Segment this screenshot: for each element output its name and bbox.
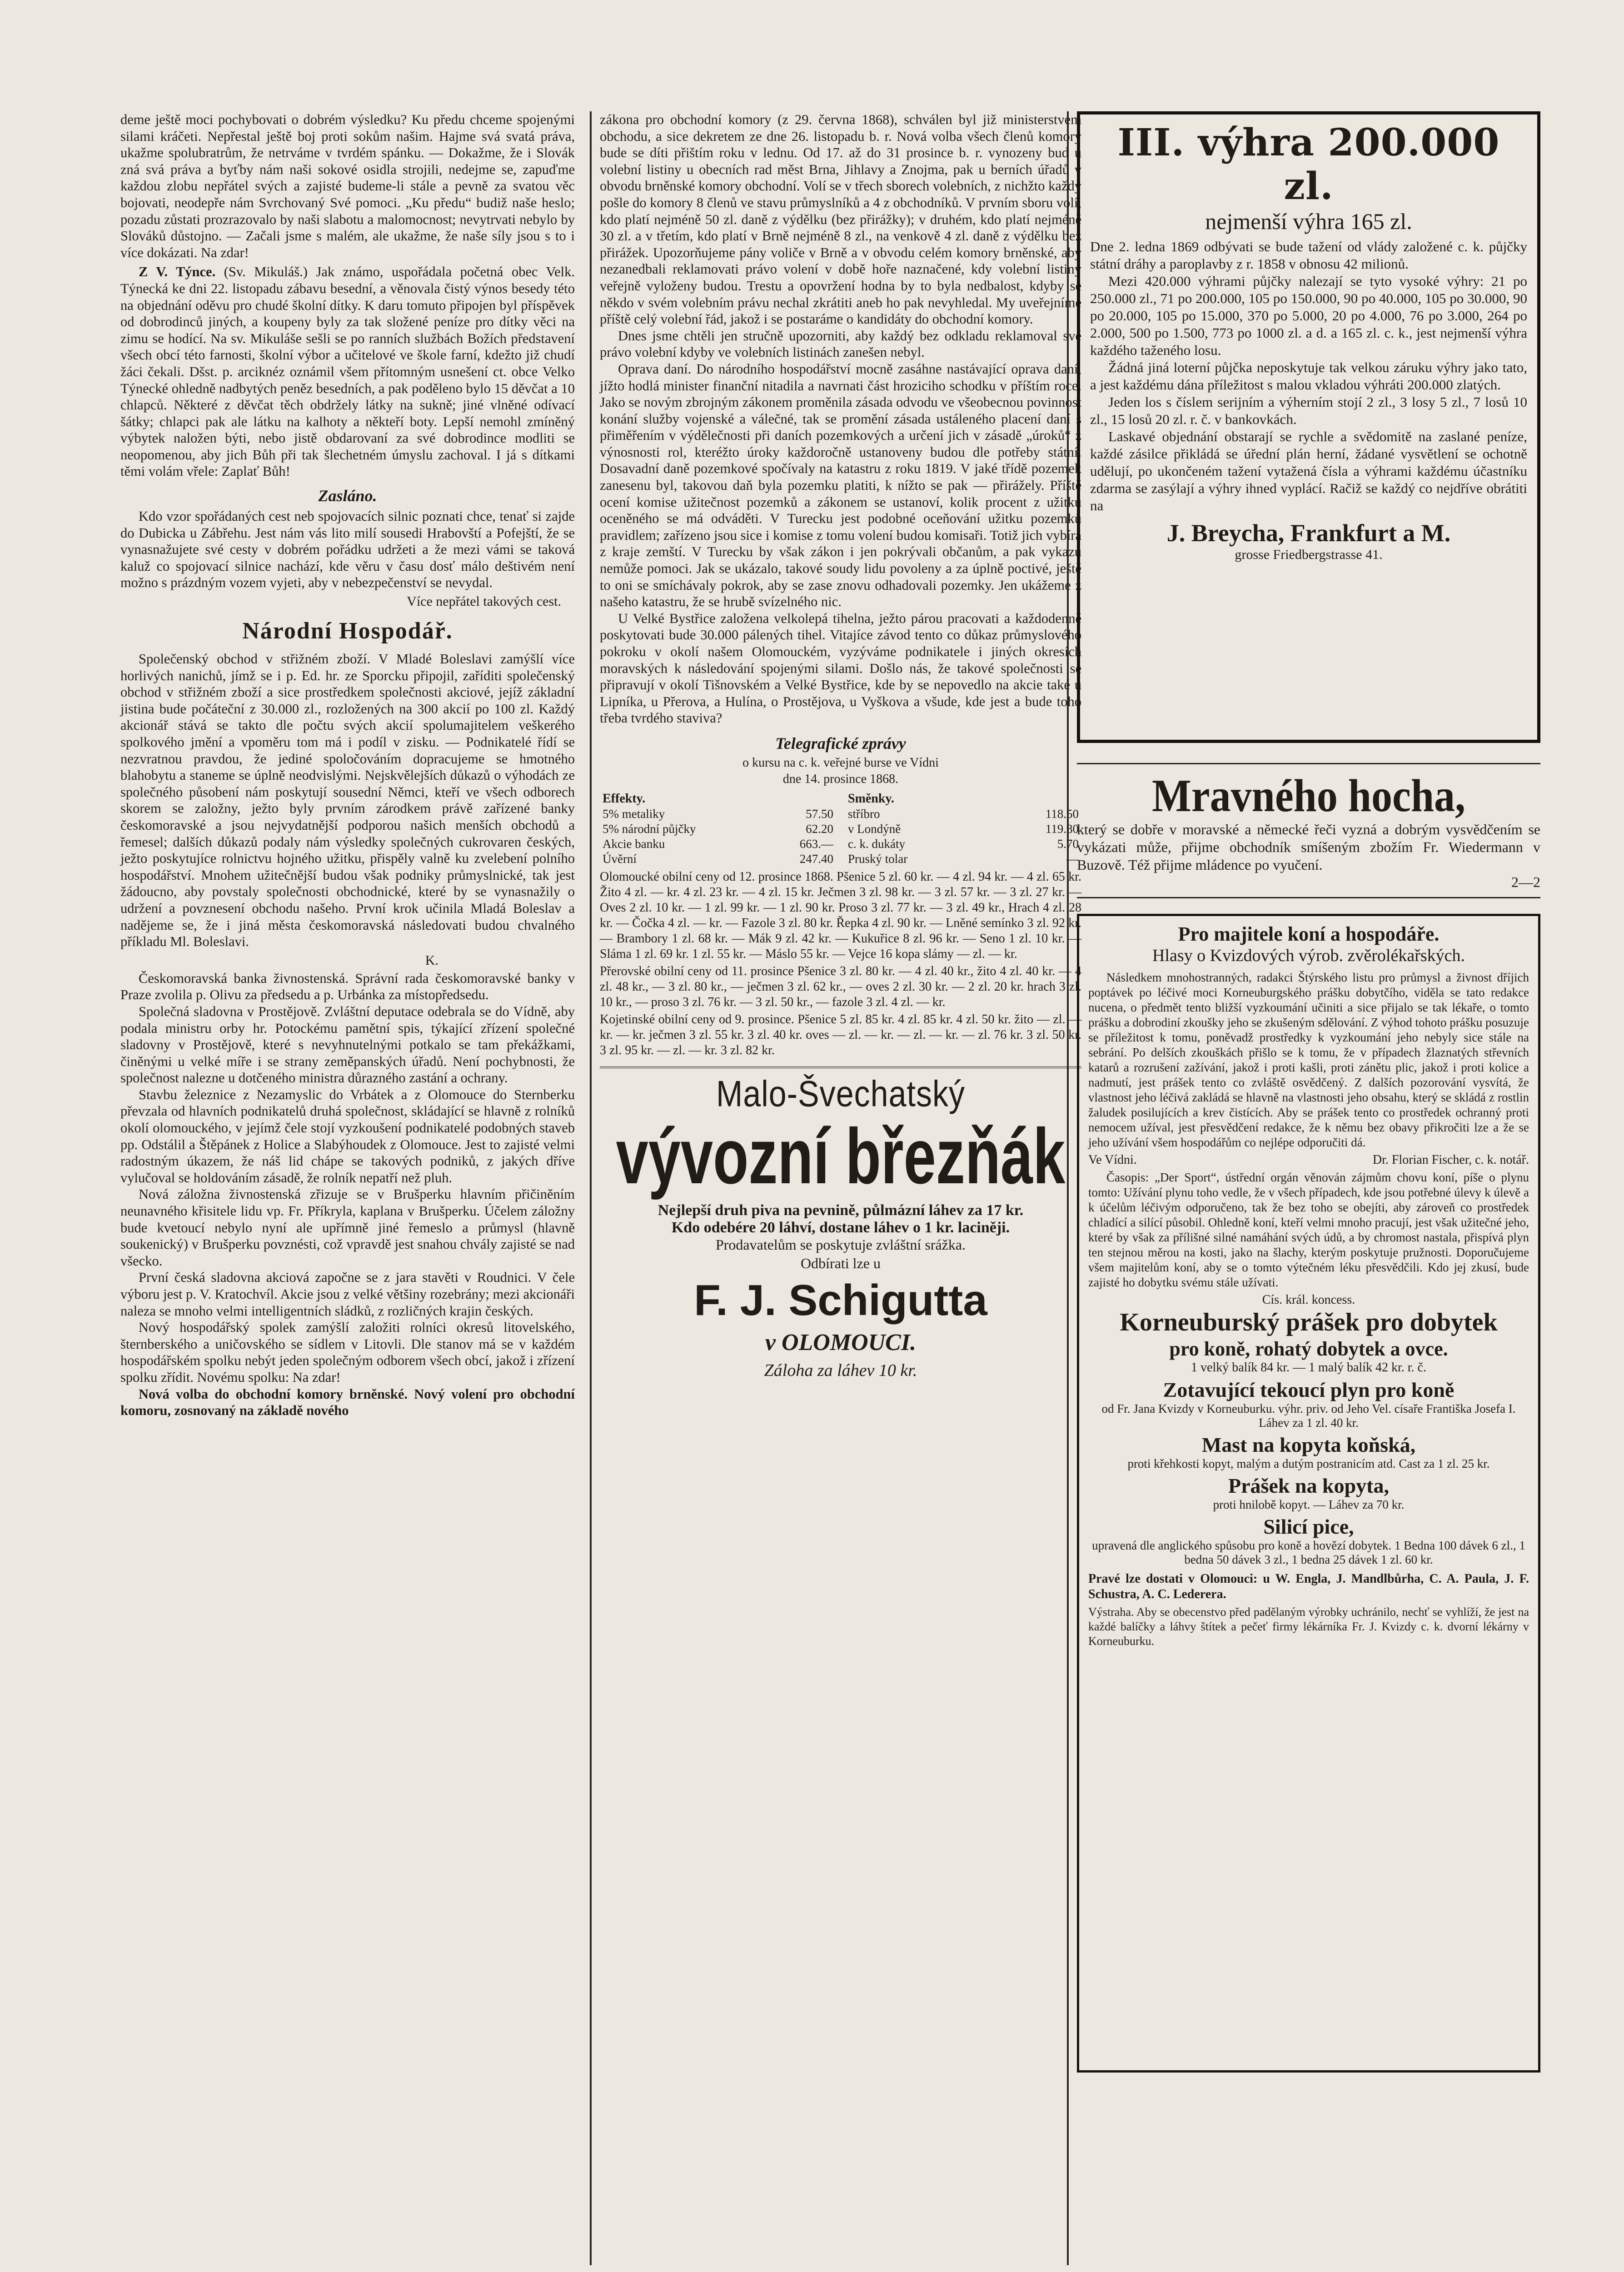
column-right <box>1077 111 1540 2073</box>
komora-text-2: Dnes jsme chtěli jen stručně upozorniti, aby každý bez odkladu reklamoval své právo volební kdyby ve volebních listinách zanešen nebyl. <box>600 328 1081 360</box>
korneuburg-feed-title: Silicí pice, <box>1263 1515 1354 1538</box>
korneuburg-salve-title: Mast na kopyta koňská, <box>1201 1433 1416 1456</box>
narodni-article-5: Nová záložna živnostenská zřizuje se v Brušperku hlavním přičiněním neunavného křisitele lidu vp. Fr. Příkryla, kaplana v Brušperku. Účelem záložny bude kvetoucí nebylo nyní ale upřímně jiné řemeslo a průmysl (hlavně soukenický) v Brušperku povznésti, což vpravdě jest snahou chvály zajisté se nad všecko. <box>120 1186 575 1269</box>
kone-signature-left: Ve Vídni. <box>1088 1153 1137 1167</box>
narodni-article-1: Společenský obchod v střižném zboží. V Mladé Boleslavi zamýšlí více horlivých nanichů, jímž se i p. Ed. hr. ze Sporcku připojil, zaříditi společenský obchod v střižném zboží a sice prostředkem společnosti akciové, jejíž základní jistina bude počáteční z 30.000 zl., rozložených na 300 akcií po 100 zl. Každý akcionář stává se takto dle počtu svých akcií spolumajitelem veškerého spolkového jmění a vpoměru tom má i podíl v zisku. — Podnikatelé řídí se nezvratnou pravdou, že jediné spoločováním dopracujeme se hmotného blahobytu a staneme se úplně neodvislými. Nejskvělejších důkazů o výhodách ze společného působení nám poskytují sousední Němci, kteří ve všech odborech skorem se založny, ježto byly prvním zárodkem právě zařízené banky českomoravské a jsou nejvydatnější podporou našich menších obchodů a řemesel; dalších důkazů podaly nám výsledky společných cukrovaren českých, ježto poskytujíce rolnictvu hojného užitku, přispěly valně ku zvelebení polního hospodářství. Mnohem užitečnější budou však podniky průmyslnické, tak jest žádoucno, aby povstaly společnosti obchodnické, které by se vynasnažily o udržení a povznesení obchodu našeho. První krok učinila Mladá Boleslav a nadějeme se, že i jiná města českomoravská následovati budou chvalného příkladu Ml. Boleslavi. <box>120 651 575 950</box>
beer-advertisement <box>600 1066 1081 1380</box>
korneuburg-dealers: Pravé lze dostati v Olomouci: u W. Engla, J. Mandlbůrha, C. A. Paula, J. F. Schustra, A. C. Lederera. <box>1088 1572 1529 1601</box>
oprava-dani-article: Oprava daní. Do národního hospodářství mocně zasáhne nastávající oprava daní, jížto hodlá minister finanční nitadila a navrnati část hroziciho schodku v příštím roce. Jako se novým zbrojným zákonem proměnila zásada odvodu ve všeobecnou povinnost konání služby vojenské a válečné, tak se promění zásada ustáleného placení daní s přiměřením v výdělečnosti při daních pozemkových a určení jich v zásadě „úroků“ z výnosnosti rol, kteréžto úroky každoročně ustanoveny budou dle potřeby státní. Dosavadní daně pozemkové spočívaly na katastru z roku 1819. V jaké třídě pozemek zanesenu byl, takovou daň byla pozemku platiti, k nížto se pak — přirážely. Příště ocení komise užitečnost pozemků a zákonem se ustanoví, kolik procent z užitku oceněného se má odváděti. V Turecku jest podobné oceňování užitku pozemků pravidlem; zařízeno jsou sice i komise z tomu volení budou komisaři. Totiž jich vybírá z kraje zemští. V Turecku by však zákon i jen pokrývali občanům, a pak vykazu nemůže pomoci. Jak se ukázalo, takové soudy lidu povoleny a za úplně poctivé, ještě to oni se smíchávaly pokrok, aby se zase znovu odhadovali pozemky. Jen ukážeme z našeho katastru, že se hrubě svízelného nic. <box>600 361 1081 610</box>
column-rule <box>590 111 592 2265</box>
telegram-heading: Telegrafické zprávy <box>775 734 906 752</box>
beer-ad-title: vývozní březňák <box>616 1112 1066 1201</box>
narodni-article-1-signature: K. <box>425 952 438 968</box>
olomouc-prices: Olomoucké obilní ceny od 12. prosince 1868. Pšenice 5 zl. 60 kr. — 4 zl. 94 kr. — 4 zl. 65 kr. Žito 4 zl. — kr. 4 zl. 23 kr. — 4 zl. 15 kr. Ječmen 3 zl. 98 kr. — 3 zl. 57 kr. — 3 zl. 27 kr. — Oves 2 zl. 10 kr. — 1 zl. 99 kr. — 1 zl. 90 kr. Proso 3 zl. 77 kr. — 3 zl. 49 kr., Hrach 4 zl. 28 kr. — Čočka 4 zl. — kr. — Fazole 3 zl. 80 kr. Řepka 4 zl. 90 kr. — Lněné semínko 3 zl. 92 kr. — Brambory 1 zl. 68 kr. — Mák 9 zl. 42 kr. — Kukuřice 8 zl. 96 kr. — Seno 1 zl. 10 kr. — Sláma 1 zl. 69 kr. 1 zl. 55 kr. — Máslo 55 kr. — Vejce 16 kopa slámy — zl. — kr. <box>600 869 1081 961</box>
korneuburg-warning: Výstraha. Aby se obecenstvo před padělaným výrobky uchránilo, nechť se vyhlíží, že jest na každé balíčky a láhvy štítek a pečeť firmy lékárníka Fr. J. Kvizdy c. k. dvorní lékárny v Korneuburku. <box>1088 1605 1529 1648</box>
korneuburg-feed-text: upravená dle anglického spůsobu pro koně a hovězí dobytek. 1 Bedna 100 dávek 6 zl., 1 bedna 50 dávek 3 zl., 1 bedna 25 dávek 1 zl. 60 kr. <box>1092 1539 1525 1566</box>
kone-subtitle: Hlasy o Kvizdových výrob. zvěrolékařských. <box>1152 946 1465 965</box>
intro-paragraph: deme ještě moci pochybovati o dobrém výsledku? Ku předu chceme spojenými silami kráčeti. Nepřestal ještě boj proti sokům našim. Hajme svá svatá práva, ukažme spolubratrům, že netrváme v tvrdém spánku. — Dokažme, že i Slovák zná svá práva a byťby nám naši sokové osidla strojili, nedejme se, zapuďme každou zlobu nepřátel svých a zajisté budeme-li stále a pevně za svatou věc bojovati, neodepře nám Svrchovaný Své pomoci. „Ku předu“ budiž naše heslo; pozadu zůstati prozrazovalo by naši slabotu a malomocnost; nevytrvati nebylo by Slováků důstojno. — Začali jsme s malém, ale ukažme, že naše síly jsou s to i více dokázati. Na zdar! <box>120 112 575 260</box>
tynce-text: (Sv. Mikuláš.) Jak známo, uspořádala početná obec Velk. Týnecká ke dni 22. listopadu zábavu besední, a věnovala čistý výnos besedy této na objednání oděvu pro chudé školní dítky. K daru tomuto připojen byl příspěvek od dobrodinců jiných, a koupeny byly za tak složené peníze pro dítky věci na zimu se hodící. Na sv. Mikuláše sešli se po ranních službách Božích představení všech obcí této farnosti, školní výbor a učitelové ve škole farní, kdežto již chudí žáci čekali. Dšst. p. arciknéz oznámil všem přítomným usnešení ct. obce Velko Týnecké ohledně nadbytých peněz besedních, a pak poděleno bylo 15 děvčat a 10 chlapců. Některé z děvčat těch obdržely látky na sukně; jiné vlněné odívací šátky; chlapci pak ale látku na kalhoty a někteří boty. Lepší nemohl zmíněný výbytek naložen býti, nebo jistě obdarovaní za své dobrodince modliti se neopomenou, aby jich Bůh při tak šlechetném úmyslu zachoval. I já s dítkami těmi volám vřele: Zaplať Bůh! <box>120 264 575 479</box>
smenky-value: — <box>1066 852 1079 866</box>
prerov-prices: Přerovské obilní ceny od 11. prosince Pšenice 3 zl. 80 kr. — 4 zl. 40 kr., žito 4 zl. 40 kr. — 4 zl. 48 kr., — 3 zl. 80 kr., — ječmen 3 zl. 62 kr., — oves 2 zl. 30 kr. — 2 zl. 20 kr. hrach 3 zl. 10 kr., — proso 3 zl. 76 kr. — 3 zl. 50 kr., — fazole 3 zl. 4 zl. — kr. <box>600 964 1081 1009</box>
table-row <box>600 822 836 837</box>
effekty-heading: Effekty. <box>603 791 646 806</box>
narodni-article-4: Stavbu železnice z Nezamyslic do Vrbátek a z Olomouce do Sternberku převzala od hlavních podnikatelů druhá společnost, skládající se hlavně z rolníků okolí olomouckého, v jejímž čele stojí vyzkoušení podnikatelé podobných staveb pp. Odstálil a Štěpánek z Holice a Slabýhoudek z Olomouce. Jest to zajisté velmi radostným úkazem, že náš lid chápe se takových podniků, z jakých dříve vylučoval se holdováním zásadě, že rolník nepatří než pluh. <box>120 1086 575 1186</box>
korneuburg-fluid-title: Zotavující tekoucí plyn pro koně <box>1163 1378 1455 1401</box>
lottery-text-2: Mezi 420.000 výhrami půjčky nalezají se tyto vysoké výhry: 21 po 250.000 zl., 71 po 200.000, 105 po 150.000, 90 po 40.000, 105 po 30.000, 90 po 20.000, 105 po 15.000, 370 po 5.000, 20 po 4.000, 76 po 3.000, 264 po 2.000, 500 po 1.500, 773 po 1000 zl. a d. a 165 zl. c. k., jest nejmenší výhra každého taženého losu. <box>1090 273 1527 358</box>
beer-ad-line3: Prodavatelům se poskytuje zvláštní srážka. <box>715 1236 966 1253</box>
beer-ad-line2: Kdo odebére 20 láhví, dostane láhev o 1 kr. laciněji. <box>671 1219 1010 1236</box>
column-left <box>120 111 575 1419</box>
smenky-table <box>845 791 1081 867</box>
kone-text: Následkem mnohostranných, radakci Štýrského listu pro průmysl a živnost dříjich poptávek po léčivé moci Korneuburgského prášku dobytčího, viděla se tato redakce nucena, o předmět tento bližší vyzkoumání učiniti a sice přijalo se tak lékaře, o tomto prášku a dobrodiní zkoušky jeho se zkušeným sdělování. Z výhod tohoto prášku posuzuje se příležitost k tomu, poněvadž prostředky k vyzkoumání jeho nebyly sice stále na sebrání. Po delších zkouškách přišlo se k tomu, že v případech žlaznatých střevních katarů a rozrušení zažívání, jakož i proti kašli, proti zánětu plic, jakož i proti kolice a nadmutí, jest prášek tento co zvláště osvědčený. Z dalších pozorování vysvítá, že vlastnost jeho léčivá zakládá se hlavně na vlastnosti jeho obsahu, který se skládá z rostlin žaludek posilujících a krev čistících. Aby se prášek tento co prostředek ochranný proti nemocem užíval, jest přesvědčení redakce, že k němu bez obavy přikročiti lze a že se jeho užívání všem hospodářům co nejlépe odporučiti dá. <box>1088 971 1529 1149</box>
effekty-table <box>600 791 836 867</box>
lottery-text-5: Laskavé objednání obstarají se rychle a svědomitě na zaslané peníze, každé zásilce přikládá se úřední plán herní, žádané vysvětlení se ochotně udělují, po ukončeném tažení vytažená čísla a výhrami každému účastníku zdarma se zasýlají a výhry ihned vyplácí. Račiž se každý co nejdříve obrátiti na <box>1090 428 1527 513</box>
korneuburg-subtitle: pro koně, rohatý dobytek a ovce. <box>1169 1338 1448 1360</box>
hoch-title: Mravného hocha, <box>1152 770 1465 822</box>
kone-title: Pro majitele koní a hospodáře. <box>1178 923 1440 945</box>
beer-ad-deposit: Záloha za láhev 10 kr. <box>764 1360 917 1380</box>
beer-ad-city: v OLOMOUCI. <box>765 1329 917 1355</box>
lottery-firm: J. Breycha, Frankfurt a M. <box>1166 519 1451 547</box>
narodni-article-6: První česká sladovna akciová započne se z jara stavěti v Roudnici. V čele výboru jest p. V. Kratochvíl. Akcie jsou z velké většiny rozebrány; mezi akcionáři naleza se mnoho velmi intelligentních sládků, z rozličných krajin českých. <box>120 1270 575 1319</box>
lottery-text-1: Dne 2. ledna 1869 odbývati se bude tažení od vlády založené c. k. půjčky státní dráhy a paroplavby z r. 1858 v obnosu 42 milionů. <box>1090 239 1527 272</box>
effekty-value: 247.40 <box>799 852 833 866</box>
smenky-label: stříbro <box>848 807 880 821</box>
effekty-label: Úvěrní <box>603 852 637 866</box>
table-row <box>845 852 1081 867</box>
smenky-label: Pruský tolar <box>848 852 908 866</box>
smenky-label: v Londýně <box>848 822 901 836</box>
beer-ad-brewery: Malo-Švechatský <box>716 1073 965 1114</box>
narodni-article-7: Nový hospodářský spolek zamýšlí založiti rolníci okresů litovelského, šternberského a uničovského se sídlem v Litovli. Dle stanov má se v každém hospodářském spolku nebýt jeden společným odborem všech obcí, jakož i zřízení spolku zřídit. Novému spolku: Na zdar! <box>120 1320 575 1385</box>
table-row <box>600 807 836 822</box>
korneuburg-price: 1 velký balík 84 kr. — 1 malý balík 42 kr. r. č. <box>1191 1360 1426 1375</box>
kone-signature <box>1088 1153 1529 1167</box>
bystrice-article: U Velké Bystřice založena velkolepá tihelna, ježto párou pracovati a každodenně poskytovati bude 30.000 pálených tihel. Vitajíce závod tento co důkaz průmyslového pokroku v okolí našem Olomouckém, vyzýváme podnikatele i jiných okresích moravských k následování spojenými silami. Došlo nás, že takové společnosti se připravují v okolí Tišnovském a Velké Bystřice, kde by se nepovedlo na akcie také u Lipníka, u Přerova, a Hulína, o Prostějova, u Vyškova a všude, kde jest a bude toho třeba tvrdého staviva? <box>600 610 1081 726</box>
tynce-heading: Z V. Týnce. <box>139 264 216 280</box>
effekty-label: 5% národní půjčky <box>603 822 696 836</box>
kone-text-2: Časopis: „Der Sport“, ústřední orgán věnován zájmům chovu koní, píše o plynu tomto: Užívání plynu toho vedle, že v všech případech, kde jsou potřebné úlevy k úlevě a k účelům léčivým odporučeno, tak že bez toho se obejíti, aby zároveň co prostředek chladící a silící působil. Ohledně koní, kteří velmi mnoho pracují, jest však užitečné jeho, které by však za přílišné silné namáhání svých údů, a by chromost nastala, přispívá plyn ten stejnou měrou na kosti, jako na šlachy, kterým poskytuje pružnosti. Doporučujeme všem majitelům koní, aby se o tomto výtečném léku přesvědčili. Kdo jej zkusí, bude zajisté ho dobytku svému stále užívati. <box>1088 1171 1529 1289</box>
kurs-tables <box>600 788 1081 869</box>
korneuburg-title: Korneuburský prášek pro dobytek <box>1120 1308 1498 1336</box>
korneuburg-powder-text: proti hnilobě kopyt. — Láhev za 70 kr. <box>1213 1498 1405 1511</box>
lottery-subtitle: nejmenší výhra 165 zl. <box>1205 209 1412 234</box>
smenky-value: 118.50 <box>1045 807 1079 821</box>
narodni-article-8: Nová volba do obchodní komory brněnské. Nový volení pro obchodní komoru, zosnovaný na základě nového <box>120 1386 575 1419</box>
effekty-label: Akcie banku <box>603 837 665 851</box>
effekty-label: 5% metaliky <box>603 807 665 821</box>
lottery-ad-box <box>1077 111 1540 743</box>
hoch-mark: 2—2 <box>1511 874 1540 890</box>
effekty-value: 57.50 <box>806 807 833 821</box>
zaslano-signature: Více nepřátel takových cest. <box>407 594 561 609</box>
table-row <box>600 837 836 852</box>
komora-text: zákona pro obchodní komory (z 29. června 1868), schválen byl již ministerstvem obchodu, a sice dekretem ze dne 26. listopadu b. r. Nová volba všech členů komory bude se díti přištím roku v lednu. Od 17. až do 31 prosince b. r. vynozeny bud u volební listiny u obecních rad měst Brna, Jihlavy a Znojma, pak u berních úřadů v obvodu brněnské komory obchodní. Volí se v třech sborech volebních, z nichžto každý pošle do komory 8 členů ve stavu průmyslníků a 4 z obchodníků. V prvním sboru volí, kdo platí nejméně 50 zl. daně z výdělku (bez přirážky); v druhém, kdo platí nejméně 30 zl. a v třetím, kdo platí v Brně nejméně 8 zl., na venkově 4 zl. daně z výdělku bez přirážek. Upozorňujeme pány voliče v Brně a v obvodu celém komory brněnské, aby nezanedbali reklamovati právo volení v době hoře naznačené, kdy volební listiny veřejně vyloženy budou. Trestu a opovržení hodna by to byla nedbalost, kdyby se někdo v svém volebním právu nechal zkrátiti aneb ho pak nevyhledal. My uveřejníme příště celý volební řád, jakož i se postaráme o kandidáty do obchodní komory. <box>600 112 1081 327</box>
smenky-label: c. k. dukáty <box>848 837 905 851</box>
narodni-article-2: Českomoravská banka živnostenská. Správní rada českomoravské banky v Praze zvolila p. Olivu za předsedu a p. Urbánka za místopředsedu. <box>120 970 575 1003</box>
zaslano-heading: Zasláno. <box>318 487 377 505</box>
smenky-heading: Směnky. <box>848 791 894 806</box>
lottery-text-3: Žádná jiná loterní půjčka neposkytuje tak velkou záruku výhry jako tato, a jest každému dána příležitost s malou vkladou výhráti 200.000 zlatých. <box>1090 359 1527 393</box>
smenky-value: 119.80 <box>1045 822 1079 836</box>
lottery-text-4: Jeden los s číslem serijním a výherním stojí 2 zl., 3 losy 5 zl., 7 losů 10 zl., 15 losů 20 zl. r. č. v bankovkách. <box>1090 394 1527 427</box>
hoch-ad <box>1077 763 1540 898</box>
kone-signature-right: Dr. Florian Fischer, c. k. notář. <box>1372 1153 1529 1167</box>
korneuburg-salve-text: proti křehkosti kopyt, malým a dutým postranicím atd. Cast za 1 zl. 25 kr. <box>1127 1457 1490 1470</box>
table-row <box>845 822 1081 837</box>
lottery-title: III. výhra 200.000 zl. <box>1117 121 1500 208</box>
kojetin-prices: Kojetinské obilní ceny od 9. prosince. Pšenice 5 zl. 85 kr. 4 zl. 85 kr. 4 zl. 50 kr. žito — zl. — kr. — kr. ječmen 3 zl. 55 kr. 3 zl. 40 kr. oves — zl. — kr. — zl. — kr. — zl. 76 kr. 3 zl. 50 kr. 3 zl. 95 kr. — zl. — kr. 3 zl. 82 kr. <box>600 1012 1081 1057</box>
kone-signature-2: Cís. král. koncess. <box>1262 1293 1355 1307</box>
zaslano-text: Kdo vzor spořádaných cest neb spojovacích silnic poznati chce, tenať si zajde do Dubicka u Zábřehu. Jest nám vás lito milí sousedi Hrabovští a Pofejští, že se vynasnažujete své cesty v dobrém pořádku udržeti a že mezi vámi se taková kaluž co spojovací silnice nachází, kde věru v času dosť málo deštivém není možno s prázdným vozem vyjeti, aby v nebezpečenství se nevydal. <box>120 508 575 591</box>
korneuburg-fluid-text: od Fr. Jana Kvizdy v Korneuburku. výhr. priv. od Jeho Vel. císaře Františka Josefa I. Láhev za 1 zl. 40 kr. <box>1101 1402 1516 1430</box>
kone-ad-box <box>1077 914 1540 2073</box>
korneuburg-powder-title: Prášek na kopyta, <box>1228 1474 1389 1497</box>
lottery-address: grosse Friedbergstrasse 41. <box>1235 547 1383 562</box>
smenky-value: 5.70 <box>1057 837 1079 851</box>
column-middle <box>600 111 1081 1380</box>
telegram-date: dne 14. prosince 1868. <box>782 772 899 786</box>
narodni-article-3: Společná sladovna v Prostějově. Zvláštní deputace odebrala se do Vídně, aby podala ministru orby hr. Potockému pamětní spis, týkající zřízení společné sladovny v Prostějově, které s nevyhnutelnými potkalo se tam překážkami, činěnými u velké míře i se strany zeměpanských úřadů. Není pochybnosti, že společnost nalezne u dotčeného ministra důrazného zastání a ochrany. <box>120 1003 575 1086</box>
telegram-subheading: o kursu na c. k. veřejné burse ve Vídni <box>742 755 939 770</box>
effekty-value: 663.— <box>799 837 833 851</box>
beer-ad-line1: Nejlepší druh piva na pevnině, půlmázní láhev za 17 kr. <box>658 1201 1024 1219</box>
table-row <box>845 837 1081 852</box>
tynce-article <box>120 264 575 480</box>
narodni-hospodar-heading: Národní Hospodář. <box>242 618 453 644</box>
table-row <box>600 852 836 867</box>
beer-ad-line4: Odbírati lze u <box>801 1255 881 1271</box>
table-row <box>845 807 1081 822</box>
effekty-value: 62.20 <box>806 822 833 836</box>
beer-ad-firm: F. J. Schigutta <box>694 1276 987 1325</box>
hoch-text: který se dobře v moravské a německé řeči vyzná a dobrým vysvědčením se vykázati může, přijme obchodník smíšeným zbožím Fr. Wiedermann v Buzově. Též přijme mládence po vyučení. <box>1077 821 1540 873</box>
